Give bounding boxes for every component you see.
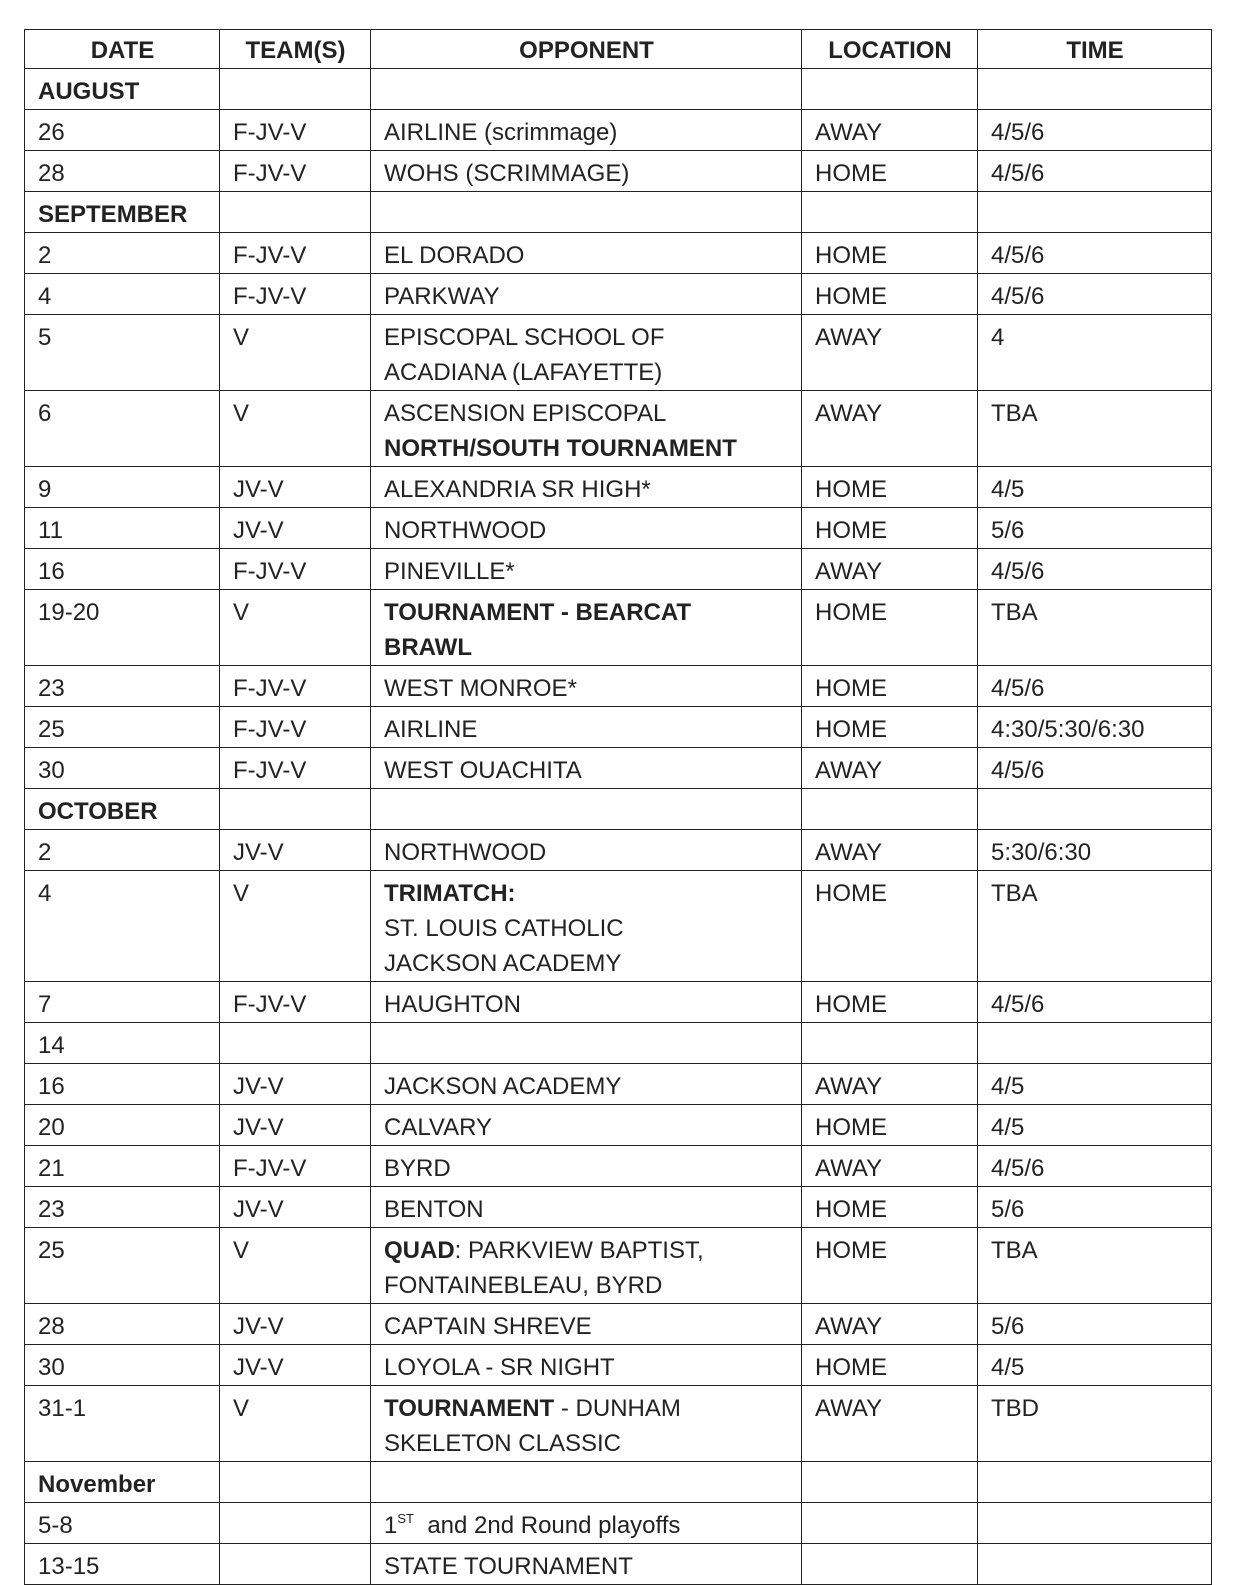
- date-cell: 16: [25, 1064, 220, 1105]
- time-cell: 4/5: [978, 1105, 1212, 1146]
- location-cell: HOME: [802, 467, 978, 508]
- opponent-line-bold: BRAWL: [384, 634, 472, 661]
- table-row: [25, 151, 1212, 192]
- date-cell: 23: [25, 666, 220, 707]
- time-cell: 4/5/6: [978, 748, 1212, 789]
- table-row: [25, 1304, 1212, 1345]
- time-cell: TBA: [978, 391, 1212, 467]
- team-cell: V: [220, 391, 371, 467]
- opponent-cell: CAPTAIN SHREVE: [371, 1304, 802, 1345]
- team-cell: F-JV-V: [220, 110, 371, 151]
- team-cell: V: [220, 590, 371, 666]
- location-cell: HOME: [802, 590, 978, 666]
- date-cell: 25: [25, 1228, 220, 1304]
- header-row: [25, 30, 1212, 69]
- month-row: [25, 789, 1212, 830]
- team-cell: V: [220, 1228, 371, 1304]
- month-row: [25, 1462, 1212, 1503]
- opponent-line: SKELETON CLASSIC: [384, 1430, 621, 1457]
- opponent-cell: [371, 1228, 802, 1304]
- header-teams: TEAM(S): [220, 30, 371, 69]
- date-cell: 28: [25, 151, 220, 192]
- opponent-cell: PINEVILLE*: [371, 549, 802, 590]
- table-row: [25, 1345, 1212, 1386]
- location-cell: AWAY: [802, 830, 978, 871]
- team-cell: F-JV-V: [220, 151, 371, 192]
- table-row: [25, 1146, 1212, 1187]
- date-cell: 19-20: [25, 590, 220, 666]
- location-cell: HOME: [802, 871, 978, 982]
- date-cell: 21: [25, 1146, 220, 1187]
- header-time: TIME: [978, 30, 1212, 69]
- opponent-line-bold: TRIMATCH:: [384, 880, 516, 907]
- table-row: [25, 110, 1212, 151]
- opponent-line: ST. LOUIS CATHOLIC: [384, 915, 624, 942]
- team-cell: F-JV-V: [220, 666, 371, 707]
- date-cell: 14: [25, 1023, 220, 1064]
- date-cell: 31-1: [25, 1386, 220, 1462]
- opponent-cell: EL DORADO: [371, 233, 802, 274]
- opponent-rest: - DUNHAM: [554, 1395, 681, 1422]
- date-cell: 4: [25, 871, 220, 982]
- month-row: [25, 192, 1212, 233]
- date-cell: 4: [25, 274, 220, 315]
- location-cell: HOME: [802, 1345, 978, 1386]
- table-row: [25, 1228, 1212, 1304]
- opponent-cell: ALEXANDRIA SR HIGH*: [371, 467, 802, 508]
- time-cell: TBA: [978, 871, 1212, 982]
- time-cell: 4/5/6: [978, 666, 1212, 707]
- date-cell: 20: [25, 1105, 220, 1146]
- date-cell: 11: [25, 508, 220, 549]
- time-cell: 4/5/6: [978, 151, 1212, 192]
- date-cell: 9: [25, 467, 220, 508]
- opponent-cell: AIRLINE (scrimmage): [371, 110, 802, 151]
- opponent-cell: PARKWAY: [371, 274, 802, 315]
- month-label: SEPTEMBER: [25, 192, 220, 233]
- month-row: [25, 69, 1212, 110]
- date-cell: 30: [25, 1345, 220, 1386]
- table-row: [25, 1105, 1212, 1146]
- team-cell: JV-V: [220, 1064, 371, 1105]
- time-cell: 4/5/6: [978, 110, 1212, 151]
- opponent-cell: [371, 315, 802, 391]
- team-cell: JV-V: [220, 830, 371, 871]
- date-cell: 5: [25, 315, 220, 391]
- table-row: [25, 1386, 1212, 1462]
- opponent-line: ACADIANA (LAFAYETTE): [384, 359, 663, 386]
- opponent-line: FONTAINEBLEAU, BYRD: [384, 1272, 663, 1299]
- location-cell: HOME: [802, 1187, 978, 1228]
- table-row: [25, 1023, 1212, 1064]
- location-cell: HOME: [802, 1105, 978, 1146]
- month-label: OCTOBER: [25, 789, 220, 830]
- location-cell: HOME: [802, 1228, 978, 1304]
- opponent-cell: [371, 1386, 802, 1462]
- date-cell: 13-15: [25, 1544, 220, 1585]
- table-row: [25, 274, 1212, 315]
- team-cell: F-JV-V: [220, 748, 371, 789]
- time-cell: 4/5/6: [978, 549, 1212, 590]
- opponent-cell: AIRLINE: [371, 707, 802, 748]
- opponent-line: [384, 1233, 789, 1268]
- opponent-cell: HAUGHTON: [371, 982, 802, 1023]
- team-cell: JV-V: [220, 1304, 371, 1345]
- opponent-cell: WOHS (SCRIMMAGE): [371, 151, 802, 192]
- month-label: November: [25, 1462, 220, 1503]
- team-cell: F-JV-V: [220, 233, 371, 274]
- location-cell: HOME: [802, 233, 978, 274]
- time-cell: 4/5/6: [978, 233, 1212, 274]
- opponent-cell: WEST MONROE*: [371, 666, 802, 707]
- opponent-cell: [371, 871, 802, 982]
- table-row: [25, 1544, 1212, 1585]
- team-cell: F-JV-V: [220, 982, 371, 1023]
- date-cell: 28: [25, 1304, 220, 1345]
- time-cell: 4/5: [978, 467, 1212, 508]
- location-cell: AWAY: [802, 1064, 978, 1105]
- date-cell: 16: [25, 549, 220, 590]
- table-row: [25, 549, 1212, 590]
- location-cell: HOME: [802, 508, 978, 549]
- opponent-cell: NORTHWOOD: [371, 830, 802, 871]
- location-cell: AWAY: [802, 391, 978, 467]
- team-cell: JV-V: [220, 1187, 371, 1228]
- opponent-rest: and 2nd Round playoffs: [413, 1512, 681, 1539]
- location-cell: AWAY: [802, 549, 978, 590]
- team-cell: V: [220, 315, 371, 391]
- opponent-cell: LOYOLA - SR NIGHT: [371, 1345, 802, 1386]
- opponent-line: [384, 1391, 789, 1426]
- time-cell: 4/5/6: [978, 1146, 1212, 1187]
- team-cell: V: [220, 871, 371, 982]
- time-cell: TBD: [978, 1386, 1212, 1462]
- opponent-line: ASCENSION EPISCOPAL: [384, 400, 667, 427]
- table-row: [25, 871, 1212, 982]
- table-row: [25, 982, 1212, 1023]
- table-row: [25, 707, 1212, 748]
- opponent-bold-prefix: QUAD: [384, 1237, 455, 1264]
- header-date: DATE: [25, 30, 220, 69]
- opponent-line: JACKSON ACADEMY: [384, 950, 622, 977]
- date-cell: 25: [25, 707, 220, 748]
- opponent-cell: [371, 391, 802, 467]
- time-cell: 4: [978, 315, 1212, 391]
- team-cell: V: [220, 1386, 371, 1462]
- opponent-rest: : PARKVIEW BAPTIST,: [454, 1237, 704, 1264]
- date-cell: 5-8: [25, 1503, 220, 1544]
- month-label: AUGUST: [25, 69, 220, 110]
- header-opponent: OPPONENT: [371, 30, 802, 69]
- table-row: [25, 315, 1212, 391]
- time-cell: 4/5: [978, 1064, 1212, 1105]
- location-cell: AWAY: [802, 1304, 978, 1345]
- time-cell: 5:30/6:30: [978, 830, 1212, 871]
- opponent-cell: [371, 590, 802, 666]
- opponent-cell: JACKSON ACADEMY: [371, 1064, 802, 1105]
- team-cell: F-JV-V: [220, 549, 371, 590]
- opponent-cell: NORTHWOOD: [371, 508, 802, 549]
- location-cell: HOME: [802, 707, 978, 748]
- team-cell: JV-V: [220, 508, 371, 549]
- time-cell: TBA: [978, 1228, 1212, 1304]
- opponent-line-bold: TOURNAMENT - BEARCAT: [384, 599, 692, 626]
- team-cell: F-JV-V: [220, 274, 371, 315]
- ordinal-number: 1: [384, 1512, 398, 1539]
- location-cell: AWAY: [802, 110, 978, 151]
- team-cell: JV-V: [220, 1345, 371, 1386]
- table-row: [25, 467, 1212, 508]
- location-cell: HOME: [802, 274, 978, 315]
- time-cell: 5/6: [978, 1187, 1212, 1228]
- team-cell: F-JV-V: [220, 707, 371, 748]
- date-cell: 6: [25, 391, 220, 467]
- location-cell: HOME: [802, 151, 978, 192]
- location-cell: AWAY: [802, 1146, 978, 1187]
- opponent-line-bold: NORTH/SOUTH TOURNAMENT: [384, 435, 737, 462]
- date-cell: 7: [25, 982, 220, 1023]
- location-cell: AWAY: [802, 1386, 978, 1462]
- location-cell: AWAY: [802, 748, 978, 789]
- schedule-table: [24, 29, 1212, 1585]
- opponent-bold-prefix: TOURNAMENT: [384, 1395, 555, 1422]
- opponent-cell: STATE TOURNAMENT: [371, 1544, 802, 1585]
- table-row: [25, 1187, 1212, 1228]
- table-row: [25, 233, 1212, 274]
- table-row: [25, 1064, 1212, 1105]
- opponent-cell: BYRD: [371, 1146, 802, 1187]
- opponent-cell: WEST OUACHITA: [371, 748, 802, 789]
- date-cell: 2: [25, 233, 220, 274]
- time-cell: 4/5/6: [978, 982, 1212, 1023]
- date-cell: 30: [25, 748, 220, 789]
- header-location: LOCATION: [802, 30, 978, 69]
- location-cell: HOME: [802, 666, 978, 707]
- table-row: [25, 748, 1212, 789]
- time-cell: 5/6: [978, 508, 1212, 549]
- opponent-cell: CALVARY: [371, 1105, 802, 1146]
- table-row: [25, 391, 1212, 467]
- time-cell: TBA: [978, 590, 1212, 666]
- date-cell: 2: [25, 830, 220, 871]
- table-row: [25, 1503, 1212, 1544]
- table-row: [25, 508, 1212, 549]
- time-cell: 4/5/6: [978, 274, 1212, 315]
- opponent-cell: [371, 1503, 802, 1544]
- table-row: [25, 590, 1212, 666]
- team-cell: JV-V: [220, 1105, 371, 1146]
- time-cell: 4:30/5:30/6:30: [978, 707, 1212, 748]
- team-cell: F-JV-V: [220, 1146, 371, 1187]
- opponent-cell: BENTON: [371, 1187, 802, 1228]
- date-cell: 23: [25, 1187, 220, 1228]
- location-cell: HOME: [802, 982, 978, 1023]
- date-cell: 26: [25, 110, 220, 151]
- table-row: [25, 666, 1212, 707]
- table-row: [25, 830, 1212, 871]
- time-cell: 4/5: [978, 1345, 1212, 1386]
- location-cell: AWAY: [802, 315, 978, 391]
- ordinal-suffix: ST: [397, 1511, 414, 1526]
- time-cell: 5/6: [978, 1304, 1212, 1345]
- opponent-line: EPISCOPAL SCHOOL OF: [384, 324, 665, 351]
- team-cell: JV-V: [220, 467, 371, 508]
